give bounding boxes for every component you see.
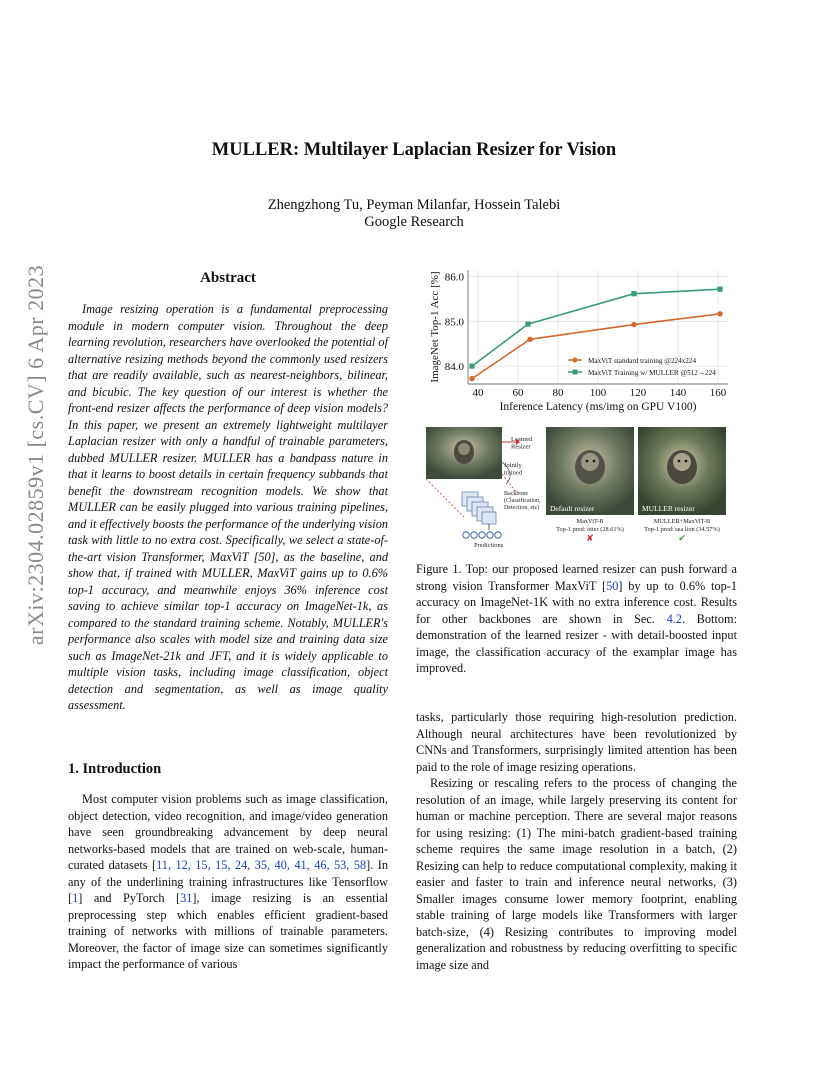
x-axis-title: Inference Latency (ms/img on GPU V100) (499, 401, 697, 413)
caption-text-b: ] by up to 0.6% top-1 accuracy on ImageNet-1K with no extra inference cost. Results for other backbones are shown in Sec. (416, 578, 737, 626)
data-point (631, 291, 636, 296)
legend-label: MaxViT Training w/ MULLER @512→224 (588, 369, 716, 377)
x-tick-label: 120 (629, 387, 647, 399)
figure-1 (416, 262, 746, 552)
citation-link[interactable]: 1 (72, 891, 79, 905)
backbone-network-icon (462, 492, 496, 530)
x-tick-label: 80 (552, 387, 564, 399)
caption-text-a: Top: our proposed learned resizer can push forward a strong vision Transformer MaxViT [ (416, 562, 738, 593)
x-tick-label: 60 (512, 387, 524, 399)
paper-title: MULLER: Multilayer Laplacian Resizer for Vision (211, 140, 617, 160)
jointly-trained-label: Jointly trained (504, 462, 523, 477)
citation-link[interactable]: 50 (606, 578, 619, 593)
data-point (717, 287, 722, 292)
intro-text-d: ], image resizing is an essential preprocessing step which enables efficient gradient-based training of networks with millions of trainable parameters. Moreover, the factor of image size can sometimes significantly impact the performance of various (68, 891, 388, 971)
predictions-label: Predictions (474, 542, 504, 549)
affiliation: Google Research (364, 214, 464, 230)
wrong-mark-icon: ✘ (586, 533, 594, 543)
paragraph: tasks, particularly those requiring high-resolution prediction. Although neural architectures have been revolutionized by CNNs and Transformers, surprisingly limited attention has been paid to the role of image resizing operations. (416, 710, 737, 774)
prediction-nodes (463, 532, 501, 538)
accuracy-latency-chart (416, 262, 746, 422)
x-tick-label: 100 (589, 387, 607, 399)
intro-text-b: ]. In any of the underlining training infrastructures like Tensorflow [ (68, 858, 389, 905)
author-list: Zhengzhong Tu, Peyman Milanfar, Hossein Talebi (267, 197, 561, 213)
abstract-text: Image resizing operation is a fundamental preprocessing module in modern computer vision. Throughout the deep learning revolution, researchers have overlooked the potential of alternative resizing methods beyond the commonly used resizers that are readily available, such as nearest-neighbors, bilinear, and bicubic. The key question of our interest is whether the front-end resizer affects the performance of deep vision models? In this paper, we present an extremely lightweight multilayer Laplacian resizer with only a handful of trainable parameters, dubbed MULLER resizer. MULLER has a bandpass nature in that it learns to boost details in certain frequency subbands that benefit the downstream recognition models. We show that MULLER can be easily plugged into various training pipelines, and it effectively boosts the performance of the underlying vision task with little to no extra cost. Specifically, we select a state-of-the-art vision Transformer, MaxViT [50], as the baseline, and show that, if trained with MULLER, MaxViT gains up to 0.6% top-1 accuracy, and meanwhile enjoys 36% inference cost saving to achieve similar top-1 accuracy on ImageNet-1k, as compared to the standard training scheme. Notably, MULLER's performance also scales with model size and training data size such as ImageNet-21k and JFT, and it is widely applicable to multiple vision tasks, including image classification, object detection and segmentation, as well as image quality assessment. (68, 302, 388, 712)
default-resizer-label: Default resizer (550, 504, 595, 513)
resizer-diagram (416, 422, 746, 552)
learned-resizer-label: Learned Resizer (511, 436, 533, 451)
right-column-text (416, 709, 737, 973)
y-axis-title: ImageNet Top-1 Acc [%] (429, 271, 441, 383)
figure-label: Figure 1. (416, 562, 462, 576)
figure-caption (416, 561, 737, 677)
intro-heading: 1. Introduction (68, 761, 162, 777)
data-point (525, 321, 530, 326)
x-tick-label: 160 (709, 387, 727, 399)
caption-text-c: . Bottom: demonstration of the learned resizer - with detail-boosted input image, the classification accuracy of the examplar image has improved. (416, 611, 737, 675)
paragraph: Resizing or rescaling refers to the process of changing the resolution of an image, while largely preserving its content for human or machine perception. There are several major reasons for using resizing: (1) The mini-batch gradient-based training scheme requires the same image resolution in a batch, (2) Resizing can help to reduce computational complexity, making it easier and faster to train and inference neural networks, (3) Smaller images consume lower memory footprint, enabling stable training of large models like Transformers with larger batch-size, (4) Resizing contributes to improving model generalization and robustness by reducing overfitting to specific image size and (416, 776, 737, 972)
citation-link[interactable]: 31 (180, 891, 193, 905)
muller-resizer-label: MULLER resizer (642, 504, 695, 513)
section-link[interactable]: 4.2 (666, 611, 682, 626)
data-point (631, 322, 636, 327)
data-point (717, 311, 722, 316)
data-point (527, 337, 532, 342)
x-tick-label: 40 (472, 387, 484, 399)
legend-label: MaxViT standard training @224x224 (588, 357, 697, 365)
legend-marker (573, 358, 578, 363)
data-point (469, 364, 474, 369)
data-point (469, 376, 474, 381)
intro-paragraph (68, 791, 388, 973)
abstract-heading: Abstract (200, 270, 256, 286)
muller-model-caption: MULLER+MaxViT-B (653, 518, 711, 525)
legend-marker (573, 370, 578, 375)
default-prediction-caption: Top-1 pred: otter (28.61%) (556, 526, 624, 533)
y-tick-label: 84.0 (444, 361, 464, 374)
check-mark-icon: ✔ (678, 533, 686, 543)
y-tick-label: 86.0 (444, 271, 464, 284)
arxiv-id: arXiv:2304.02859v1 [cs.CV] 6 Apr 2023 (23, 264, 48, 646)
arxiv-stamp (16, 264, 56, 646)
muller-prediction-caption: Top-1 pred: sea lion (34.57%) (644, 526, 720, 533)
intro-text-c: ] and PyTorch [ (78, 891, 181, 905)
intro-text-a: Most computer vision problems such as image classification, object detection, video recognition, and image/video generation have seen groundbreaking advancement by deep neural networks-based models that are trained on web-scale, human-curated datasets [ (68, 792, 388, 872)
y-tick-label: 85.0 (444, 316, 464, 329)
backbone-label: Backbone (Classification, Detection, etc) (504, 491, 541, 511)
default-model-caption: MaxViT-B (576, 518, 604, 525)
x-tick-label: 140 (669, 387, 687, 399)
citation-link[interactable]: 11, 12, 15, 15, 24, 35, 40, 41, 46, 53, 58 (156, 858, 367, 872)
